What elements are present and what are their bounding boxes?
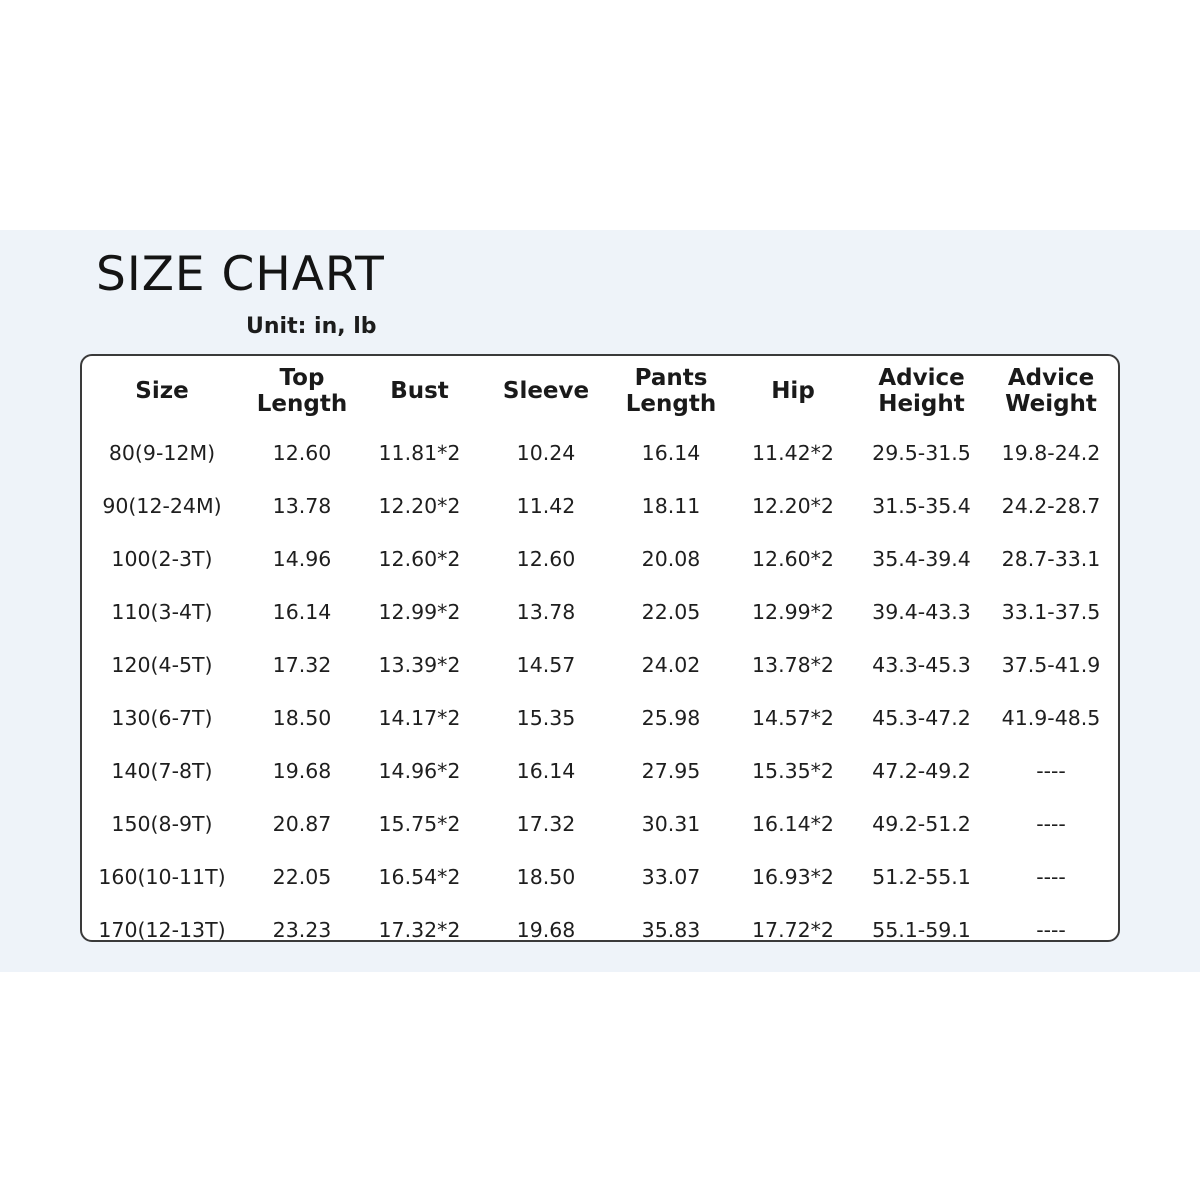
- table-cell: 33.1-37.5: [1001, 599, 1101, 624]
- table-cell: 14.17*2: [378, 705, 461, 730]
- table-cell: 19.8-24.2: [1001, 440, 1101, 465]
- table-cell: 30.31: [641, 811, 701, 836]
- column-header: Top Length: [256, 365, 348, 417]
- table-row: [82, 479, 1118, 532]
- table-row: [82, 426, 1118, 479]
- table-row: [82, 850, 1118, 903]
- table-cell: 110(3-4T): [111, 599, 213, 624]
- table-cell: 39.4-43.3: [872, 599, 971, 624]
- table-row: [82, 744, 1118, 797]
- table-cell: 14.96*2: [378, 758, 461, 783]
- table-cell: 55.1-59.1: [872, 917, 971, 942]
- table-row: [82, 638, 1118, 691]
- column-header: Advice Weight: [1005, 365, 1097, 417]
- table-cell: 16.14: [516, 758, 576, 783]
- table-cell: 28.7-33.1: [1001, 546, 1101, 571]
- table-cell: 17.72*2: [752, 917, 834, 942]
- table-cell: ----: [1036, 917, 1066, 942]
- column-header: Size: [135, 378, 189, 404]
- table-cell: 12.60*2: [378, 546, 461, 571]
- table-cell: 170(12-13T): [98, 917, 226, 942]
- table-cell: 13.78: [516, 599, 576, 624]
- table-cell: 16.14*2: [752, 811, 834, 836]
- column-header: Advice Height: [878, 365, 965, 417]
- chart-title: SIZE CHART: [96, 247, 385, 302]
- column-header: Hip: [771, 378, 815, 404]
- table-cell: 51.2-55.1: [872, 864, 971, 889]
- table-cell: 33.07: [641, 864, 701, 889]
- table-cell: ----: [1036, 758, 1066, 783]
- table-cell: 25.98: [641, 705, 701, 730]
- table-cell: 80(9-12M): [108, 440, 216, 465]
- table-cell: 13.78: [272, 493, 332, 518]
- table-cell: 12.20*2: [752, 493, 834, 518]
- table-cell: 120(4-5T): [111, 652, 213, 677]
- table-cell: 27.95: [641, 758, 701, 783]
- table-cell: 23.23: [272, 917, 332, 942]
- table-cell: 19.68: [516, 917, 576, 942]
- table-cell: 37.5-41.9: [1001, 652, 1101, 677]
- table-cell: 15.75*2: [378, 811, 461, 836]
- size-table: [82, 356, 1118, 956]
- table-cell: 12.99*2: [752, 599, 834, 624]
- table-cell: 12.99*2: [378, 599, 461, 624]
- table-cell: 12.60: [516, 546, 576, 571]
- table-cell: 22.05: [641, 599, 701, 624]
- table-row: [82, 585, 1118, 638]
- table-cell: 43.3-45.3: [872, 652, 971, 677]
- table-cell: 18.50: [272, 705, 332, 730]
- table-cell: 11.81*2: [378, 440, 461, 465]
- table-cell: 24.2-28.7: [1001, 493, 1101, 518]
- table-row: [82, 797, 1118, 850]
- table-cell: 140(7-8T): [111, 758, 213, 783]
- table-cell: 20.08: [641, 546, 701, 571]
- table-cell: 16.93*2: [752, 864, 834, 889]
- table-cell: 16.14: [272, 599, 332, 624]
- table-cell: 18.11: [641, 493, 701, 518]
- table-cell: 150(8-9T): [111, 811, 213, 836]
- table-row: [82, 903, 1118, 956]
- table-cell: 130(6-7T): [111, 705, 213, 730]
- table-cell: 100(2-3T): [111, 546, 213, 571]
- table-cell: 29.5-31.5: [872, 440, 971, 465]
- table-cell: 35.83: [641, 917, 701, 942]
- table-cell: 20.87: [272, 811, 332, 836]
- table-cell: 14.96: [272, 546, 332, 571]
- table-cell: ----: [1036, 864, 1066, 889]
- table-cell: 12.60: [272, 440, 332, 465]
- table-cell: 19.68: [272, 758, 332, 783]
- table-cell: 15.35: [516, 705, 576, 730]
- table-header-row: [82, 356, 1118, 426]
- table-cell: 22.05: [272, 864, 332, 889]
- table-cell: 35.4-39.4: [872, 546, 971, 571]
- table-cell: 12.20*2: [378, 493, 461, 518]
- column-header: Bust: [390, 378, 449, 404]
- table-cell: 13.78*2: [752, 652, 834, 677]
- table-cell: 16.54*2: [378, 864, 461, 889]
- table-cell: 14.57*2: [752, 705, 834, 730]
- table-cell: 49.2-51.2: [872, 811, 971, 836]
- table-cell: 160(10-11T): [98, 864, 226, 889]
- table-cell: 10.24: [516, 440, 576, 465]
- table-cell: 11.42*2: [752, 440, 834, 465]
- table-cell: 17.32: [516, 811, 576, 836]
- table-cell: 15.35*2: [752, 758, 834, 783]
- column-header: Sleeve: [502, 378, 590, 404]
- table-cell: ----: [1036, 811, 1066, 836]
- table-cell: 90(12-24M): [102, 493, 222, 518]
- size-table-container: [80, 354, 1120, 942]
- table-cell: 12.60*2: [752, 546, 834, 571]
- table-cell: 11.42: [516, 493, 576, 518]
- table-row: [82, 691, 1118, 744]
- table-cell: 17.32: [272, 652, 332, 677]
- table-body: [82, 426, 1118, 956]
- table-cell: 45.3-47.2: [872, 705, 971, 730]
- table-cell: 31.5-35.4: [872, 493, 971, 518]
- table-row: [82, 532, 1118, 585]
- table-cell: 13.39*2: [378, 652, 461, 677]
- column-header: Pants Length: [625, 365, 717, 417]
- table-cell: 17.32*2: [378, 917, 461, 942]
- unit-label: Unit: in, lb: [246, 314, 377, 339]
- table-cell: 41.9-48.5: [1001, 705, 1101, 730]
- table-cell: 16.14: [641, 440, 701, 465]
- table-cell: 14.57: [516, 652, 576, 677]
- table-cell: 24.02: [641, 652, 701, 677]
- table-cell: 47.2-49.2: [872, 758, 971, 783]
- table-cell: 18.50: [516, 864, 576, 889]
